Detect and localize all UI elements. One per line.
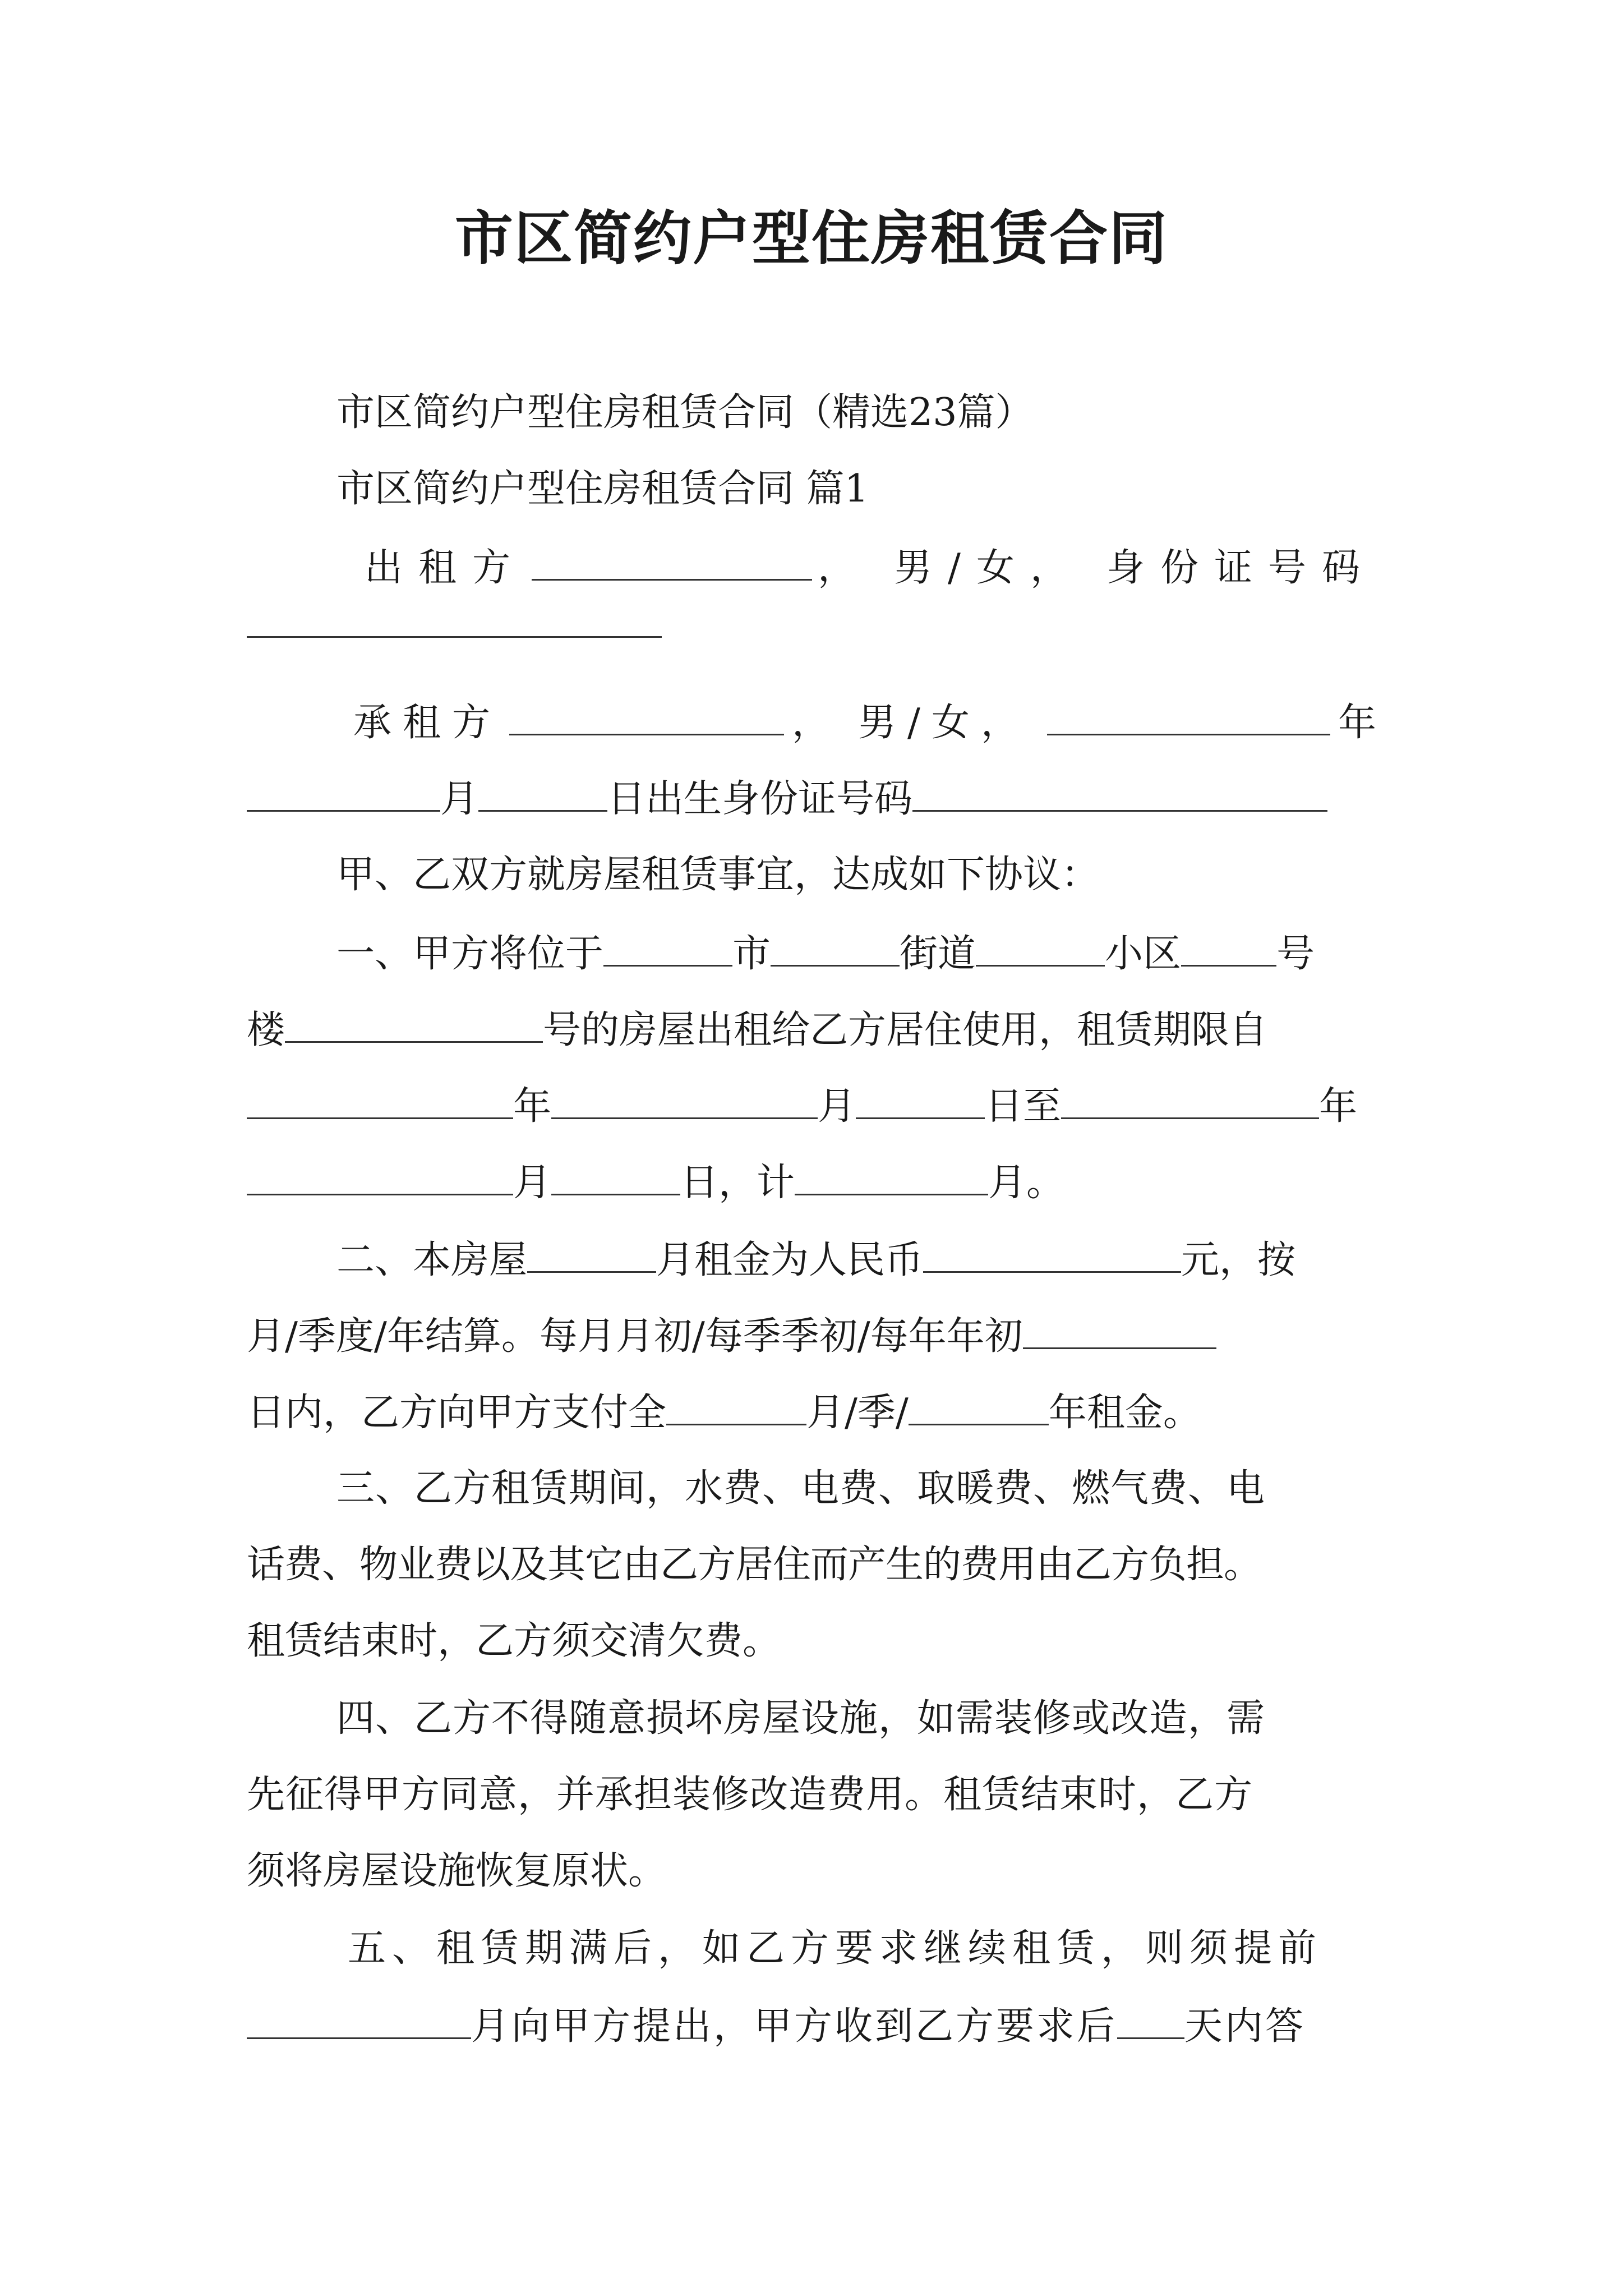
clause3-line1: 三、乙方租赁期间，水费、电费、取暖费、燃气费、电 — [336, 1466, 1266, 1511]
clause4-line1: 四、乙方不得随意损坏房屋设施，如需装修或改造，需 — [336, 1696, 1266, 1741]
lessor-line — [365, 539, 1392, 600]
clause2-line1 — [336, 1231, 1392, 1292]
clause1-text2: 号的房屋出租给乙方居住使用，租赁期限自 — [543, 1008, 1268, 1052]
lessor-comma2: ， — [1030, 546, 1084, 590]
clause4-line2: 先征得甲方同意，并承担装修改造费用。租赁结束时，乙方 — [247, 1773, 1253, 1817]
end-day-label: 日，计 — [680, 1161, 795, 1205]
street-blank[interactable] — [771, 924, 900, 967]
clause1-line4 — [247, 1153, 1392, 1215]
lessor-label: 出租方 — [365, 546, 527, 590]
reply-text: 天内答 — [1184, 2004, 1306, 2049]
lessee-id-blank[interactable] — [912, 770, 1327, 812]
payment-days-blank[interactable] — [1023, 1307, 1216, 1349]
city-label: 市 — [732, 932, 771, 976]
room-no-blank[interactable] — [285, 1001, 543, 1043]
section-heading: 市区简约户型住房租赁合同 篇1 — [336, 467, 869, 511]
lessee-comma2: ， — [980, 701, 1030, 745]
clause5-line2 — [247, 1997, 1392, 2059]
start-year-label: 年 — [513, 1084, 552, 1129]
clause3-line3: 租赁结束时，乙方须交清欠费。 — [247, 1619, 781, 1663]
intro-paragraph: 甲、乙双方就房屋租赁事宜，达成如下协议： — [336, 853, 1100, 897]
total-months-blank[interactable] — [795, 1153, 988, 1195]
end-month-label: 月 — [513, 1161, 552, 1205]
lessor-id-label: 身份证号码 — [1106, 546, 1376, 590]
building-label: 楼 — [247, 1008, 285, 1052]
clause1-line3 — [247, 1077, 1392, 1139]
lessee-label: 承租方 — [353, 701, 502, 745]
rent-amount-blank[interactable] — [923, 1231, 1181, 1273]
birth-month-blank[interactable] — [247, 770, 440, 812]
rent-label: 月租金为人民币 — [656, 1238, 924, 1282]
lessee-birth-year-blank[interactable] — [1047, 693, 1330, 735]
street-label: 街道 — [900, 932, 976, 976]
pay-period-label: 月/季/ — [806, 1391, 909, 1435]
lessor-gender: 男/女 — [894, 546, 1030, 590]
renewal-text: 月向甲方提出，甲方收到乙方要求后 — [471, 2004, 1118, 2049]
clause3-line2: 话费、物业费以及其它由乙方居住而产生的费用由乙方负担。 — [247, 1543, 1262, 1587]
reply-days-blank[interactable] — [1117, 1997, 1184, 2039]
clause1-line2 — [247, 1001, 1392, 1062]
number-label: 号 — [1276, 932, 1315, 976]
end-year-label: 年 — [1319, 1084, 1358, 1129]
lessee-comma1: ， — [792, 701, 842, 745]
city-blank[interactable] — [603, 924, 732, 967]
building-no-blank[interactable] — [1181, 924, 1276, 967]
clause2-text: 二、本房屋 — [336, 1238, 528, 1282]
end-year-blank[interactable] — [1061, 1077, 1319, 1119]
notice-months-blank[interactable] — [247, 1997, 471, 2039]
community-label: 小区 — [1105, 932, 1182, 976]
clause1-line1 — [336, 924, 1392, 986]
clause4-line3: 须将房屋设施恢复原状。 — [247, 1849, 667, 1893]
pay-period-blank[interactable] — [666, 1383, 806, 1425]
lessor-comma1: ， — [818, 546, 872, 590]
rent-text: 年租金。 — [1048, 1391, 1201, 1435]
total-months-label: 月。 — [988, 1161, 1065, 1205]
lessee-gender: 男/女 — [858, 701, 981, 745]
settlement-text: 月/季度/年结算。每月月初/每季季初/每年年初 — [247, 1314, 1023, 1359]
clause1-text: 一、甲方将位于 — [336, 932, 604, 976]
lessor-id-blank[interactable] — [247, 596, 662, 638]
lessee-name-blank[interactable] — [509, 693, 784, 735]
community-blank[interactable] — [976, 924, 1105, 967]
lessee-year: 年 — [1338, 701, 1387, 745]
end-day-blank[interactable] — [551, 1153, 680, 1195]
clause2-line3 — [247, 1383, 1392, 1445]
clause5-line1: 五、租赁期满后，如乙方要求继续租赁，则须提前 — [348, 1926, 1323, 1971]
rent-yuan-label: 元，按 — [1181, 1238, 1296, 1282]
birth-day-blank[interactable] — [478, 770, 607, 812]
payment-text: 日内，乙方向甲方支付全 — [247, 1391, 667, 1435]
lessee-birth-line — [247, 770, 1392, 831]
subtitle: 市区简约户型住房租赁合同（精选23篇） — [336, 390, 1034, 435]
end-month-blank[interactable] — [247, 1153, 513, 1195]
rent-unit-blank[interactable] — [527, 1231, 656, 1273]
birth-month-label: 月 — [440, 777, 479, 821]
lessor-name-blank[interactable] — [532, 539, 812, 581]
birth-id-label: 日出生身份证号码 — [607, 777, 913, 821]
lessee-line — [353, 693, 1392, 755]
pay-year-blank[interactable] — [909, 1383, 1049, 1425]
lessor-id-line — [247, 596, 1392, 657]
document-title: 市区简约户型住房租赁合同 — [454, 204, 1168, 273]
clause2-line2 — [247, 1307, 1392, 1369]
start-month-label: 月 — [818, 1084, 856, 1129]
start-year-blank[interactable] — [247, 1077, 513, 1119]
start-day-blank[interactable] — [856, 1077, 985, 1119]
start-day-to-label: 日至 — [985, 1084, 1062, 1129]
start-month-blank[interactable] — [551, 1077, 818, 1119]
